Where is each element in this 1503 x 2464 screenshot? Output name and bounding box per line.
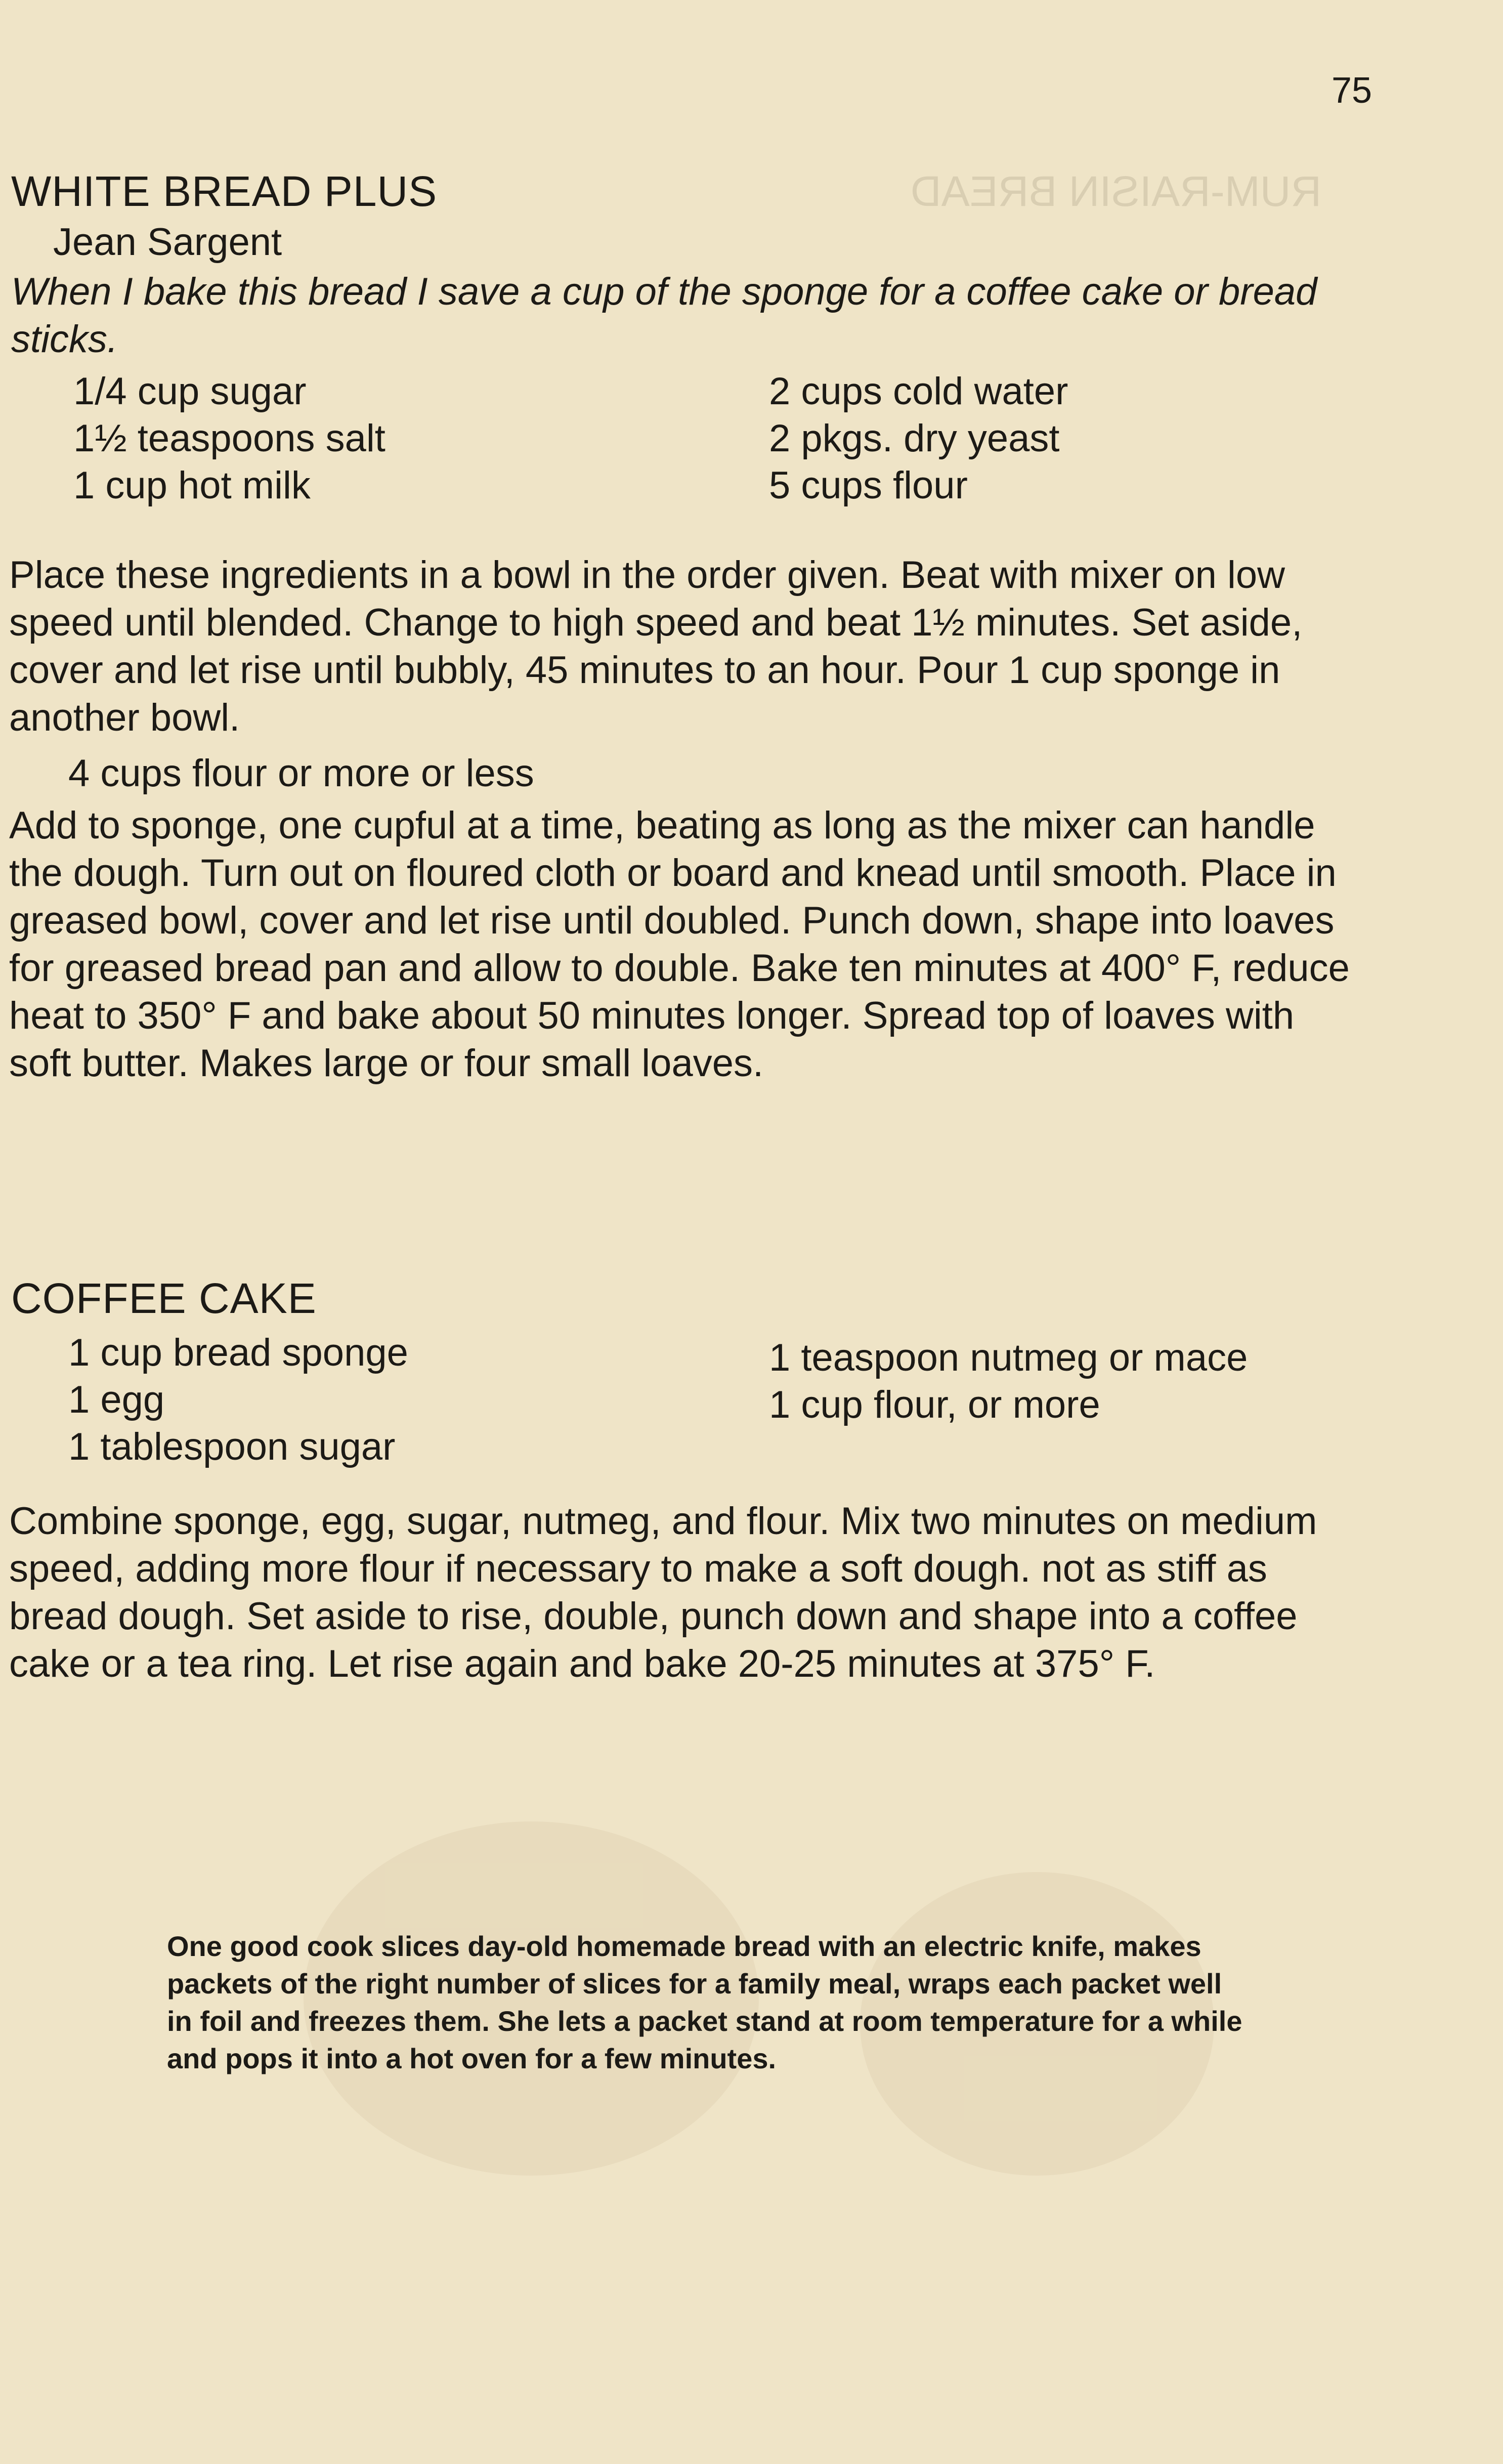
ingredient: 1 egg (68, 1378, 165, 1421)
ingredient: 4 cups flour or more or less (68, 752, 534, 795)
ingredient: 2 pkgs. dry yeast (769, 417, 1060, 460)
ingredient: 5 cups flour (769, 464, 968, 507)
bleed-through-title: RUM-RAISIN BREAD (911, 167, 1322, 215)
page-number: 75 (1332, 70, 1372, 111)
recipe-step: Add to sponge, one cupful at a time, beating as long as the mixer can handle the dough. Turn out on floured cloth or board and knead until smooth. Place in greased bowl, cover and let rise until doubled. Punch down, shape into loaves for greased bread pan and allow to double. Bake ten minutes at 400° F, reduce heat to 350° F and bake about 50 minutes longer. Spread top of loaves with soft butter. Makes large or four small loaves. (9, 804, 1350, 1085)
cooking-tip: One good cook slices day-old homemade bread with an electric knife, makes packets of the right number of slices for a family meal, wraps each packet well in foil and freezes them. She lets a packet stand at room temperature for a while and pops it into a hot oven for a few minutes. (167, 1930, 1242, 2074)
ingredient: 1 cup bread sponge (68, 1331, 408, 1374)
recipe-title: COFFEE CAKE (11, 1275, 317, 1322)
recipe-author: Jean Sargent (53, 221, 282, 264)
ingredient: 1 teaspoon nutmeg or mace (769, 1336, 1248, 1379)
ingredient: 1 tablespoon sugar (68, 1425, 396, 1468)
recipe-title: WHITE BREAD PLUS (11, 167, 438, 215)
recipe-method: Combine sponge, egg, sugar, nutmeg, and flour. Mix two minutes on medium speed, adding more flour if necessary to make a soft dough. not as stiff as bread dough. Set aside to rise, double, punch down and shape into a coffee cake or a tea ring. Let rise again and bake 20-25 minutes at 375° F. (9, 1500, 1317, 1685)
recipe-step: Place these ingredients in a bowl in the order given. Beat with mixer on low speed until blended. Change to high speed and beat 1½ minutes. Set aside, cover and let rise until bubbly, 45 minutes to an hour. Pour 1 cup sponge in another bowl. (9, 554, 1303, 739)
recipe-intro: When I bake this bread I save a cup of the sponge for a coffee cake or bread sticks. (11, 270, 1317, 361)
ingredient: 1½ teaspoons salt (73, 417, 385, 460)
ingredient: 1 cup hot milk (73, 464, 311, 507)
ingredient: 2 cups cold water (769, 370, 1068, 413)
ingredient: 1 cup flour, or more (769, 1383, 1100, 1426)
ingredient: 1/4 cup sugar (73, 370, 307, 413)
